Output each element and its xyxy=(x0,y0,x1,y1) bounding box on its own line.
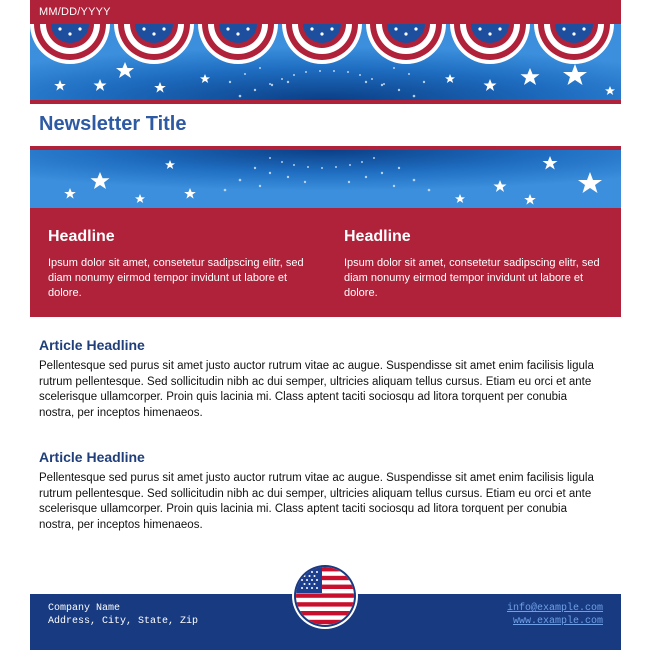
title-bar xyxy=(30,104,621,146)
feature-headline: Headline xyxy=(344,228,411,245)
feature-headline: Headline xyxy=(48,228,115,245)
company-info xyxy=(48,602,198,628)
website-link[interactable]: www.example.com xyxy=(512,616,603,627)
feature-body: Ipsum dolor sit amet, consetetur sadipscing elitr, sed diam nonumy eirmod tempor invidunt ut labore et dolore. xyxy=(344,257,600,299)
footer-links xyxy=(507,602,603,628)
email-link[interactable]: info@example.com xyxy=(506,603,603,614)
feature-column xyxy=(344,228,606,301)
article-body: Pellentesque sed purus sit amet justo auctor rutrum vitae ac augue. Suspendisse sit amet enim facilisis ligula rutrum pellentesque. Sed sollicitudin nibh ac dui semper, ultricies aliquam tellus cursus. Etiam eu orci et ante scelerisque ullamcorper. Proin quis lacinia mi. Class aptent taciti sociosqu ad litora torquent per conubia nostra, per inceptos himenaeos. xyxy=(39,472,594,531)
article xyxy=(39,449,599,533)
company-address: Address, City, State, Zip xyxy=(48,616,199,627)
bunting-banner-graphic xyxy=(30,24,621,100)
date-text: MM/DD/YYYY xyxy=(39,6,111,18)
feature-panel xyxy=(30,208,621,317)
newsletter-page xyxy=(30,0,621,650)
article-headline: Article Headline xyxy=(39,337,145,353)
company-name: Company Name xyxy=(48,603,121,614)
feature-column xyxy=(48,228,310,301)
date-bar xyxy=(30,0,621,24)
star-banner-graphic xyxy=(30,150,621,208)
article xyxy=(39,337,599,421)
star-banner xyxy=(30,150,621,208)
feature-body: Ipsum dolor sit amet, consetetur sadipscing elitr, sed diam nonumy eirmod tempor invidunt ut labore et dolore. xyxy=(48,257,304,299)
article-body: Pellentesque sed purus sit amet justo auctor rutrum vitae ac augue. Suspendisse sit amet enim facilisis ligula rutrum pellentesque. Sed sollicitudin nibh ac dui semper, ultricies aliquam tellus cursus. Etiam eu orci et ante scelerisque ullamcorper. Proin quis lacinia mi. Class aptent taciti sociosqu ad litora torquent per conubia nostra, per inceptos himenaeos. xyxy=(39,360,594,419)
header-banner xyxy=(30,24,621,100)
us-flag-seal-icon xyxy=(292,563,358,629)
newsletter-title: Newsletter Title xyxy=(39,113,187,135)
article-headline: Article Headline xyxy=(39,449,145,465)
